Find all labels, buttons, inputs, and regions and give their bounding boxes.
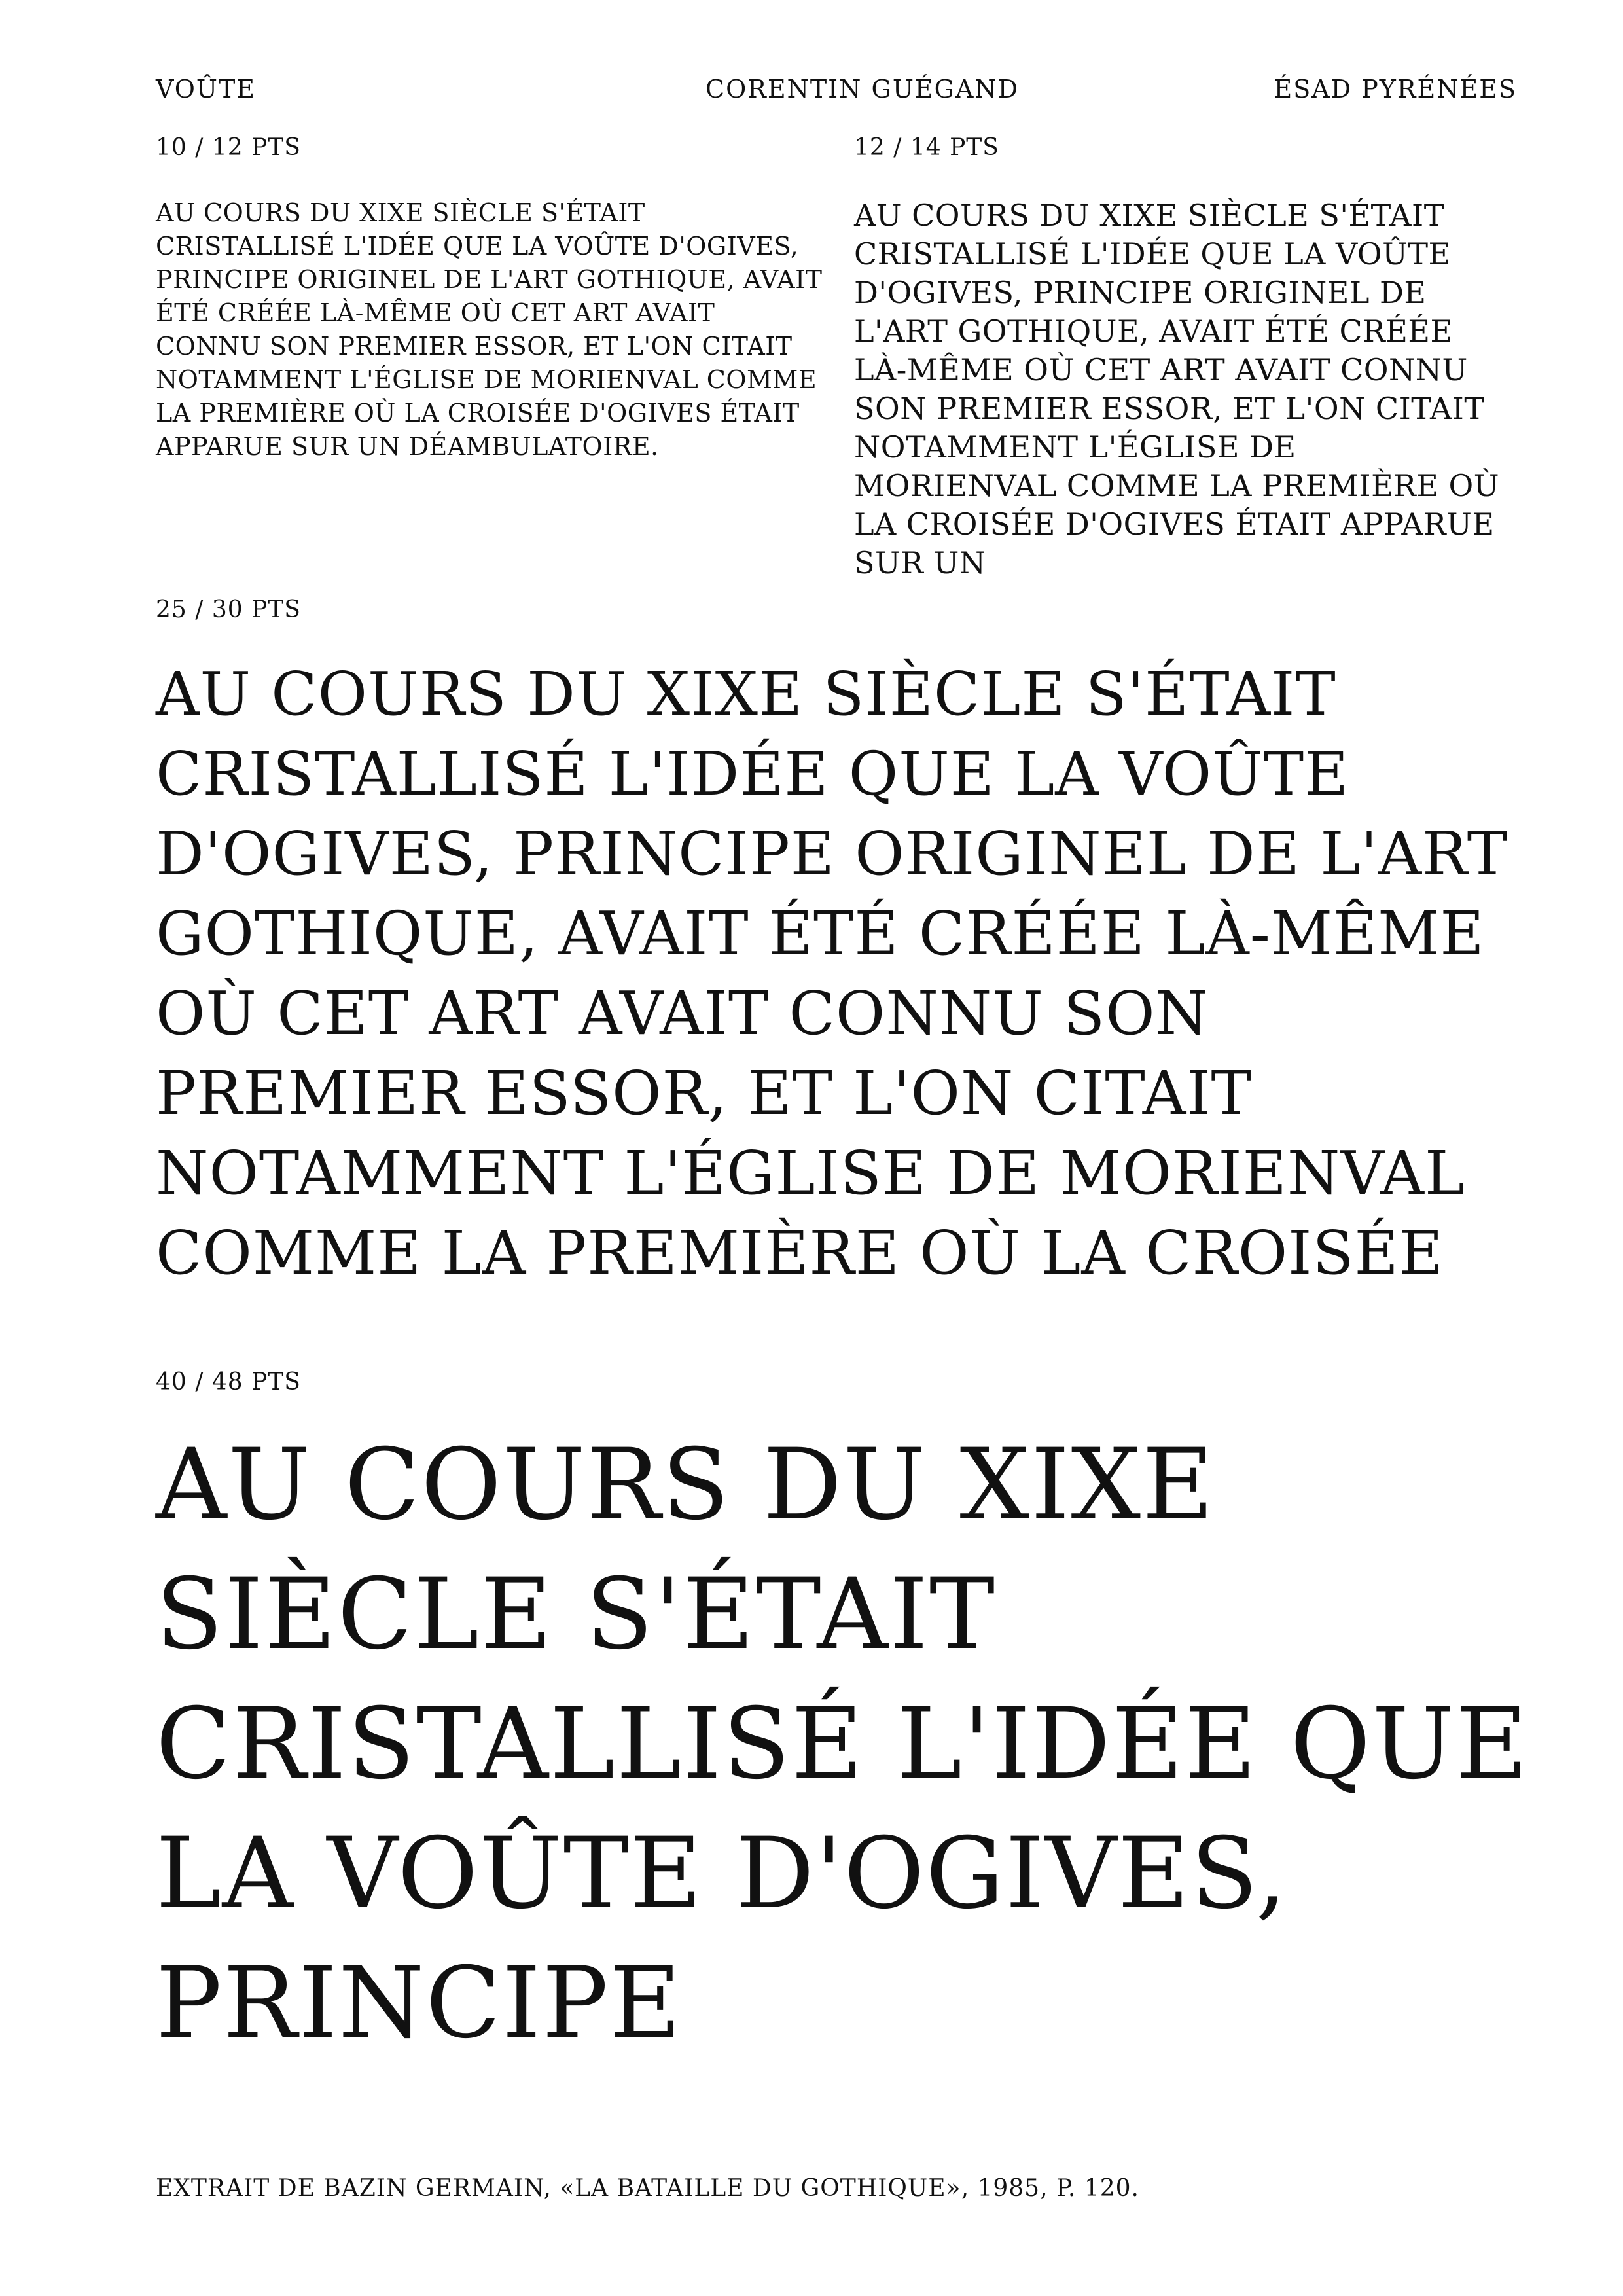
size-label-40-48: 40 / 48 PTS [156,1369,301,1395]
specimen-text-25-30: AU COURS DU XIXE SIÈCLE S'ÉTAIT CRISTALLISÉ L'IDÉE QUE LA VOÛTE D'OGIVES, PRINCIPE ORIGINEL DE L'ART GOTHIQUE, AVAIT ÉTÉ CRÉÉE LÀ-MÊME OÙ CET ART AVAIT CONNU SON PREMIER ESSOR, ET L'ON CITAIT NOTAMMENT L'ÉGLISE DE MORIENVAL COMME LA PREMIÈRE OÙ LA CROISÉE [156,659,1508,1288]
specimen-text-10-12: AU COURS DU XIXE SIÈCLE S'ÉTAIT CRISTALLISÉ L'IDÉE QUE LA VOÛTE D'OGIVES, PRINCIPE ORIGINEL DE L'ART GOTHIQUE, AVAIT ÉTÉ CRÉÉE LÀ-MÊME OÙ CET ART AVAIT CONNU SON PREMIER ESSOR, ET L'ON CITAIT NOTAMMENT L'ÉGLISE DE MORIENVAL COMME LA PREMIÈRE OÙ LA CROISÉE D'OGIVES ÉTAIT APPARUE SUR UN DÉAMBULATOIRE. [156,198,823,461]
source-citation: EXTRAIT DE BAZIN GERMAIN, «LA BATAILLE DU GOTHIQUE», 1985, P. 120. [156,2175,1139,2202]
size-label-12-14: 12 / 14 PTS [854,134,999,161]
size-label-25-30: 25 / 30 PTS [156,596,301,623]
size-label-10-12: 10 / 12 PTS [156,134,301,161]
specimen-text-12-14: AU COURS DU XIXE SIÈCLE S'ÉTAIT CRISTALLISÉ L'IDÉE QUE LA VOÛTE D'OGIVES, PRINCIPE ORIGINEL DE L'ART GOTHIQUE, AVAIT ÉTÉ CRÉÉE LÀ-MÊME OÙ CET ART AVAIT CONNU SON PREMIER ESSOR, ET L'ON CITAIT NOTAMMENT L'ÉGLISE DE MORIENVAL COMME LA PREMIÈRE OÙ LA CROISÉE D'OGIVES ÉTAIT APPARUE SUR UN [854,198,1499,581]
font-name-header: VOÛTE [156,75,257,103]
specimen-text-40-48: AU COURS DU XIXE SIÈCLE S'ÉTAIT CRISTALLISÉ L'IDÉE QUE LA VOÛTE D'OGIVES, PRINCIPE [156,1428,1529,2060]
school-header: ÉSAD PYRÉNÉES [1274,75,1517,103]
author-header: CORENTIN GUÉGAND [705,75,1020,103]
